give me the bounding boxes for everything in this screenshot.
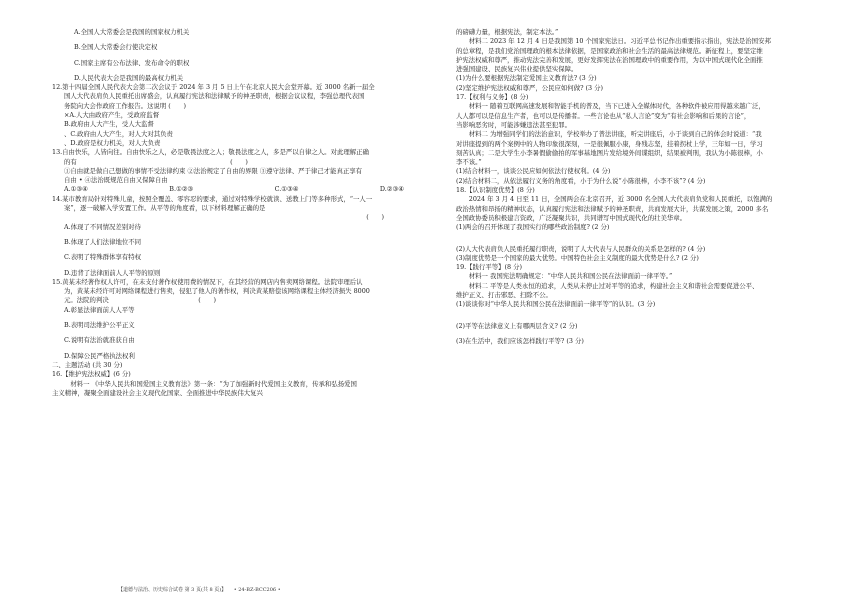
text-line: D.人民代表大会是我国的最高权力机关 (74, 73, 184, 82)
text-line: A.体现了不同情况差别对待 (64, 222, 141, 231)
text-line: 刻苦认真；二是大学生小李暑假偷偷拍的军事基地图片发给境外间谍组织，结果被判刑，我认为小陈很棒，小 (456, 148, 763, 157)
text-line: 、D.政府是权力机关，对人大负责 (64, 138, 161, 147)
text-line: 15.黄某未经著作权人许可，在未支付著作权使用费的情况下，在其经营的网店内售卖网络课程。法院审理后认 (52, 277, 363, 286)
text-line: 18.【认识制度优势】(8 分) (456, 186, 535, 195)
text-line: (1)谈谈你对“中华人民共和国公民在法律面前一律平等”的认识。(3 分) (456, 300, 656, 309)
text-line: 为，黄某未经许可对网络课程进行售卖，侵犯了他人的著作权，判决黄某赔偿该网络课程主体经济损失 8000 (64, 287, 370, 296)
text-line: D.违背了法律面前人人平等的原则 (64, 268, 161, 277)
text-line: 护宪法权威和尊严，推动宪法完善和发展，更好发挥宪法在治国理政中的重要作用，为以中国式现代化全面推 (456, 55, 763, 64)
text-line: 案”，逐一破解入学安置工作。从平等的角度看，以下材料理解正确的是 (64, 204, 266, 213)
text-line: ×A.人大由政府产生，受政府监督 (64, 111, 160, 120)
text-line: 16.【维护宪法权威】(6 分) (52, 370, 131, 379)
text-line: 自由 • ④法治既规范自由又保障自由 (64, 176, 168, 185)
text-line: 对讲座提到的两个案例中的人物印象很深刻，一是很佩服小康，身残志坚，挂着拐杖上学，三年如一日，学习 (456, 139, 763, 148)
text-line: (2)平等在法律意义上有哪两层含义? (2 分) (456, 321, 578, 330)
text-line: ①自由就是做自己想做的事情不受法律约束 ②法治规定了自由的界限 ③遵守法律、严于律己才能真正享有 (64, 166, 363, 175)
text-line: 维护正义、打击邪恶、扫除不公。 (456, 291, 552, 300)
text-line: A.彰显法律面前人人平等 (64, 305, 135, 314)
text-line: 17.【权利与义务】(8 分) (456, 93, 529, 102)
option-item: B.①②③ (169, 185, 194, 194)
text-line: 的磅礴力量，根据宪法，制定本法。” (456, 28, 559, 36)
text-line: 务院向大会作政府工作报告。这说明 ( ) (64, 101, 187, 110)
text-line: 国人大代表肩负人民重托出席盛会，认真履行宪法和法律赋予的神圣职责，根据会议议程，李强总理代表国 (64, 92, 365, 101)
text-line: B.体现了人们法律地位不同 (64, 237, 142, 246)
page-footer: 【道德与法治、历史综合试卷 第 3 页(共 8 页)】 • 24-BZ-BCC206 • (118, 587, 281, 593)
option-item: C.①③④ (274, 185, 299, 194)
text-line: 的有 ( ) (64, 157, 248, 166)
text-line: 全国政协委员积极建言资政，广泛凝聚共识，共同谱写中国式现代化的壮美华章。 (456, 213, 687, 222)
text-line: 材料二 为增强同学们的法治意识，学校举办了普法讲座，听完讲座后，小于谈到自己的体会时说道：“我 (456, 130, 762, 139)
text-line: 人人都可以是信息生产者，也可以是传播者。一些言论也从“私人言论”变为“有社会影响和后果的言论”， (456, 111, 751, 120)
text-line: 政治热情和昂扬的精神状态，认真履行宪法和法律赋予的神圣职责，共商发展大计，共谋发展之策，2000 多名 (456, 204, 769, 213)
text-line: 材料一 随着互联网高速发展和智能手机的普及，当下已进入全媒体时代，各种软件被应用得越来越广泛， (456, 102, 765, 111)
text-line: (3)制度优势是一个国家的最大优势。中国特色社会主义制度的最大优势是什么? (2 分) (456, 253, 699, 262)
text-line: 14.某市教育局针对特殊儿童，按照全覆盖、零容忍的要求，通过对特殊学校就读、送教上门等多种形式，“一人一 (52, 194, 373, 203)
text-line: 、C.政府由人大产生，对人大对其负责 (64, 129, 173, 138)
text-line: B.表明司法维护公平正义 (64, 321, 135, 330)
text-line: C.表明了特殊群体享有特权 (64, 253, 141, 262)
right-column (456, 28, 828, 346)
text-line: (1)两会的召开体现了我国实行的哪些政治制度? (2 分) (456, 223, 610, 232)
text-line: 材料一 我国宪法明确规定：“中华人民共和国公民在法律面前一律平等。” (456, 272, 673, 281)
line-gap (456, 310, 828, 322)
text-line: 材料二 平等是人类永恒的追求，人类从未停止过对平等的追求，构建社会主义和谐社会需要促进公平、 (456, 281, 759, 290)
text-line: (1)为什么要根据宪法制定爱国主义教育法? (3 分) (456, 74, 597, 83)
text-line: (1)结合材料一，谈谈公民应如何依法行使权利。(4 分) (456, 167, 611, 176)
text-line: 主义精神，凝聚全面建设社会主义现代化国家、全面推进中华民族伟大复兴 (52, 388, 263, 397)
text-line: 12.第十四届全国人民代表大会第二次会议于 2024 年 3 月 5 日上午在北京人民大会堂开幕。近 3000 名新一届全 (52, 83, 375, 92)
text-line: (2)坚定维护宪法权威和尊严，公民应如何做? (3 分) (456, 83, 604, 92)
text-line: (2)结合材料二，从依法履行义务的角度看，小于为什么说“小陈很棒，小李不该”? (4 分) (456, 176, 706, 185)
option-item: D.②③④ (379, 185, 404, 194)
text-line: B.政府由人大产生，受人大监督 (64, 120, 154, 129)
option-item: A.①③④ (64, 185, 88, 194)
text-line: D.保障公民严格执法权利 (64, 351, 135, 360)
text-line: 进强国建设、民族复兴伟业提供坚实保障。 (456, 65, 578, 74)
text-line: A.全国人大常委会是我国的国家权力机关 (74, 28, 190, 36)
text-line: 的总章程，是我们党治国理政的根本法律依据，是国家政治和社会生活的最高法律规范。新征程上，要坚定维 (456, 46, 763, 55)
text-line: C.说明有法治就准获自由 (64, 336, 135, 345)
text-line: 材料二 2023 年 12 月 4 日是我国第 10 个国家宪法日。习近平总书记作出重要指示指出，宪法是治国安邦 (456, 37, 771, 46)
text-line: 13.自由快乐，人皆向往。自由快乐之人，必是敬畏法度之人；敬畏法度之人，多是严以自律之人。对此理解正确 (52, 148, 369, 157)
text-line: (3)在生活中，我们应该怎样践行平等? (3 分) (456, 336, 584, 345)
text-line: 二、主题活动 (共 30 分) (52, 360, 123, 369)
text-line: 19.【践行平等】(8 分) (456, 263, 522, 272)
text-line: 材料一 《中华人民共和国爱国主义教育法》第一条：“为了加强新时代爱国主义教育，传承和弘扬爱国 (64, 379, 357, 388)
answer-paren: ( ) (366, 213, 384, 222)
text-line: C.国家主席有公布法律、发布命令的职权 (74, 58, 190, 67)
text-line: 李不该。” (456, 158, 482, 167)
options-row (52, 185, 424, 194)
left-column (52, 28, 424, 398)
text-line: 当影响恶劣时，可能涉嫌违法甚至犯罪。 (456, 120, 572, 129)
text-line: 2024 年 3 月 4 日至 11 日，全国两会在北京召开，近 3000 名全国人大代表肩负党和人民重托，以饱满的 (456, 195, 773, 204)
text-line: B.全国人大常委会行使决定权 (74, 43, 158, 52)
text-line: (2)人大代表肩负人民重托履行职责，说明了人大代表与人民群众的关系是怎样的? (4 分) (456, 244, 706, 253)
line-gap (456, 233, 828, 245)
text-line: 元。法院的判决 ( ) (64, 296, 216, 305)
